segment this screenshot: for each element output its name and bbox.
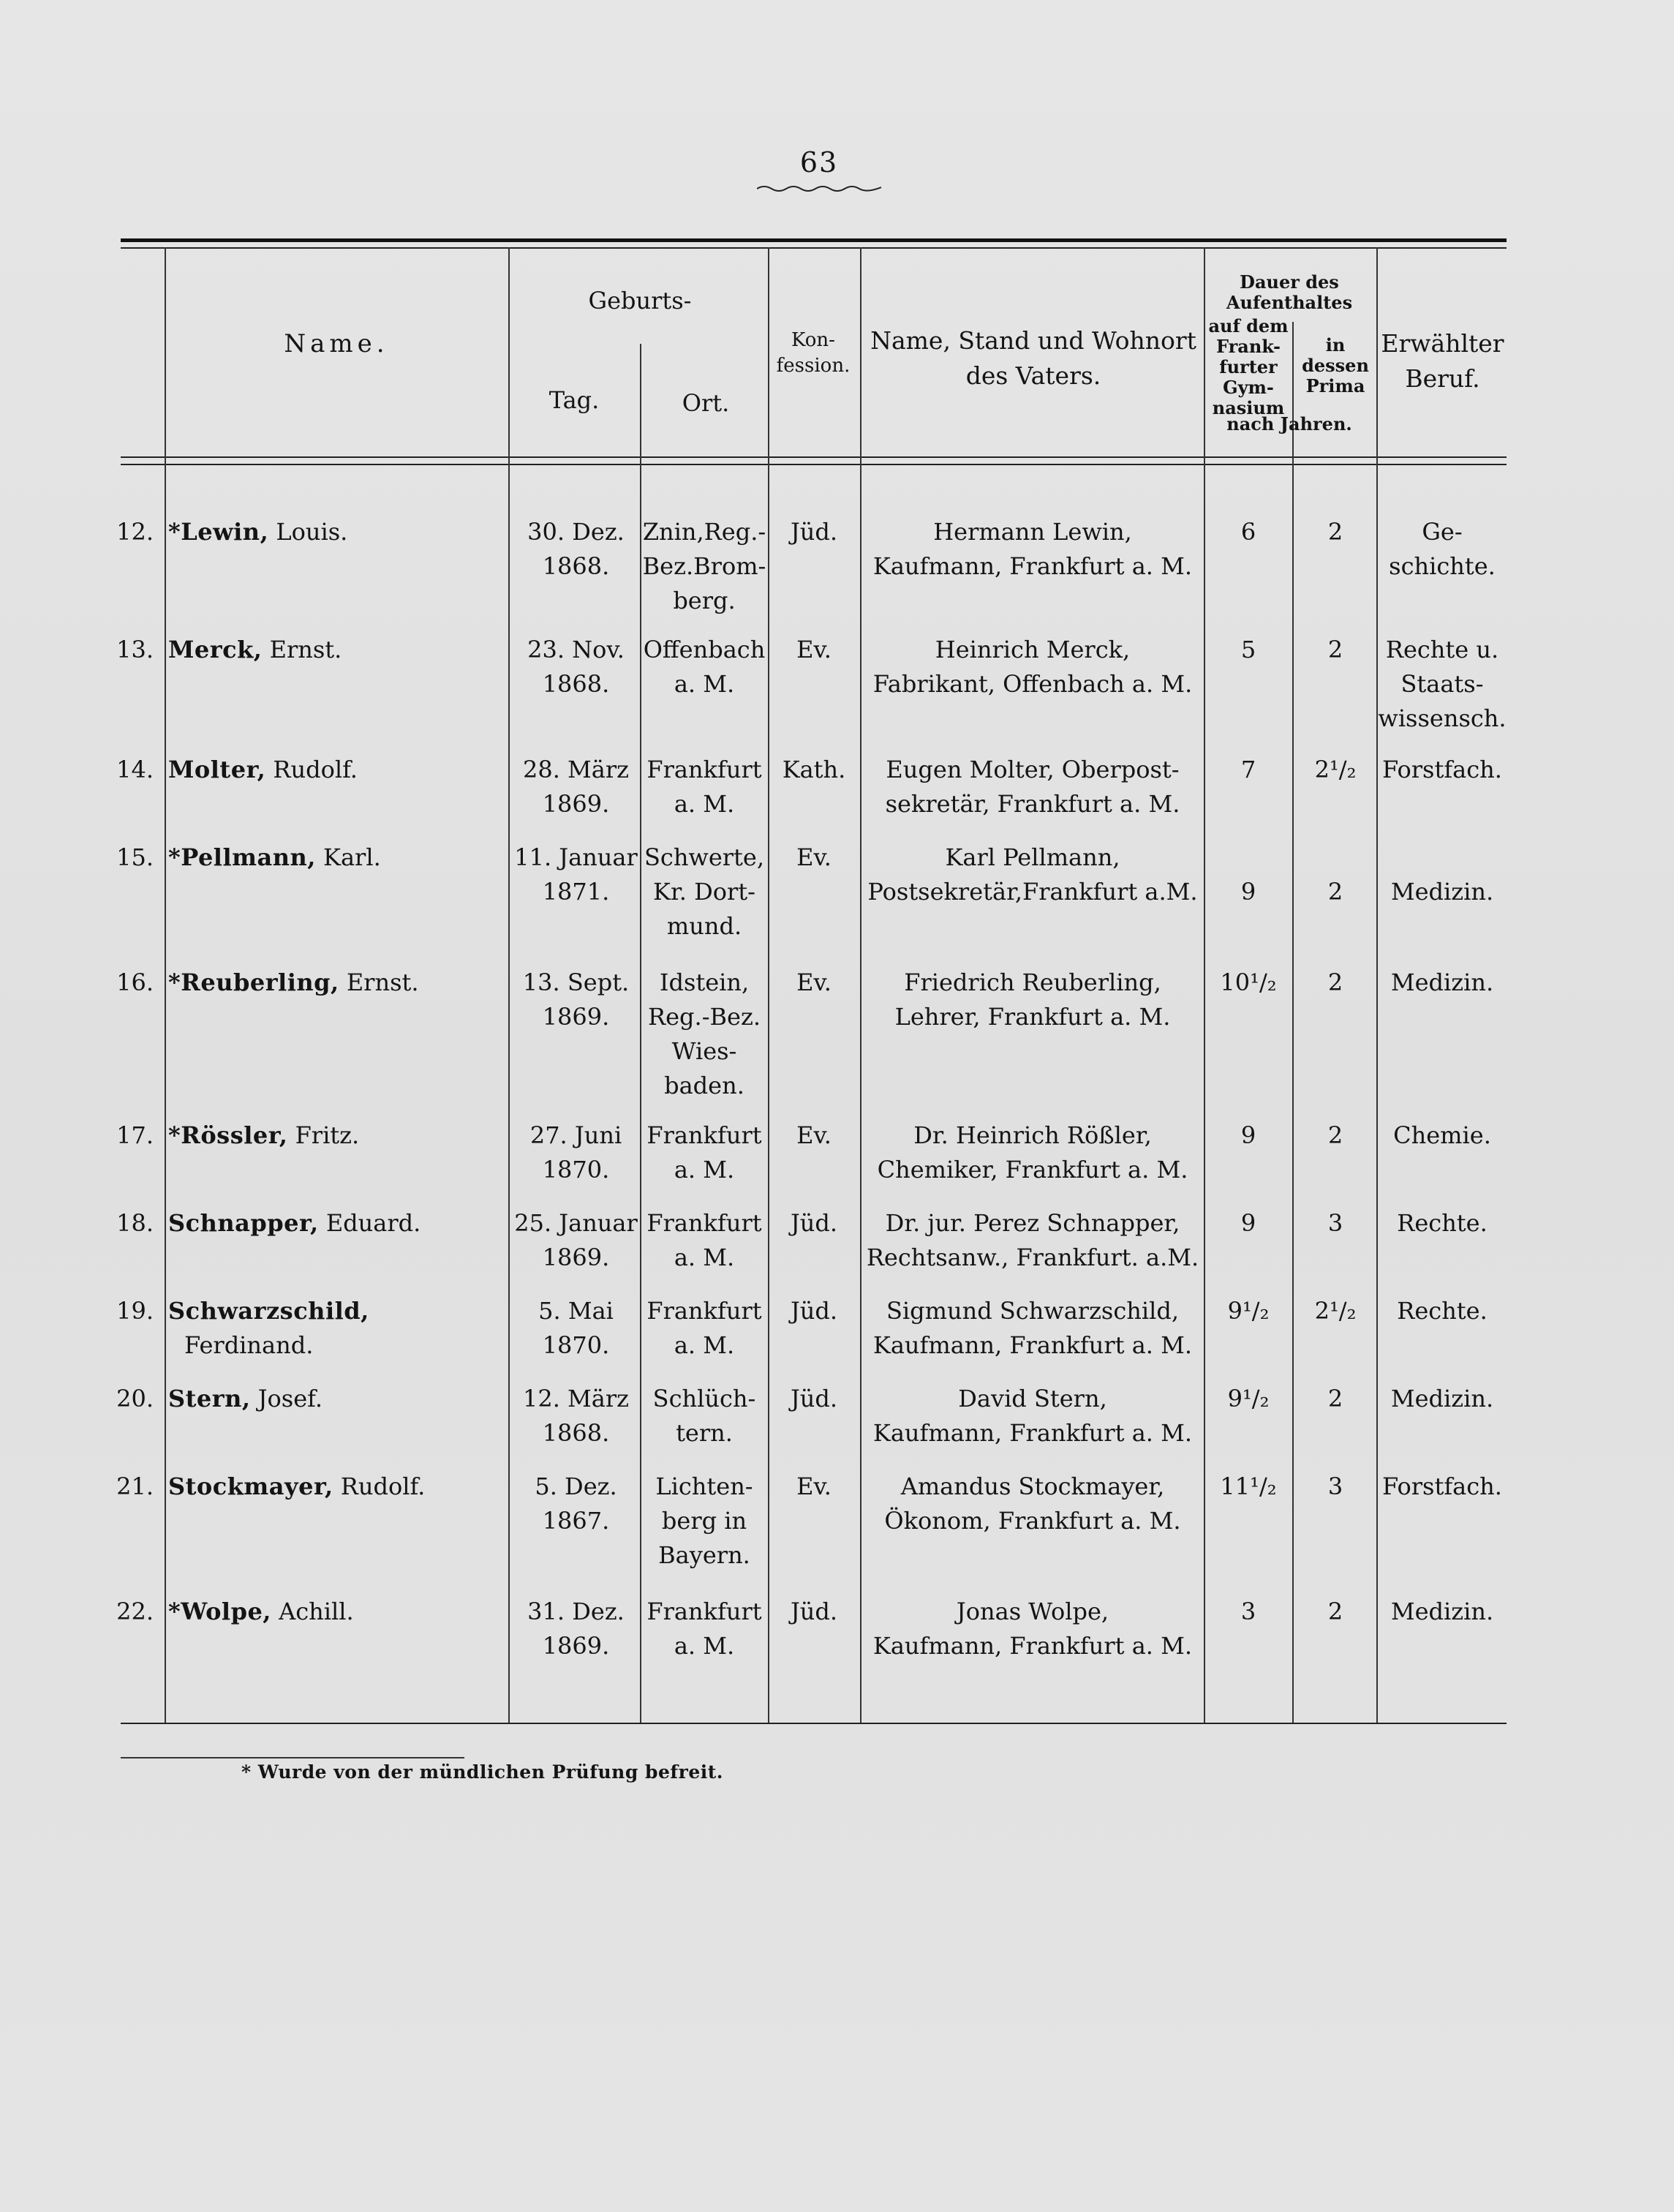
father-info [860, 1294, 1205, 1363]
chosen-profession-line: Forstfach. [1382, 756, 1502, 783]
student-name-line [168, 1382, 505, 1416]
birth-place-line: Schlüch- [652, 1385, 756, 1412]
row-number: 12. [116, 518, 154, 546]
student-given-name: Ernst. [346, 968, 419, 996]
student-name [168, 1294, 505, 1363]
header-bottom-rule-2 [121, 464, 1507, 465]
father-info-line: Dr. jur. Perez Schnapper, [885, 1209, 1180, 1237]
chosen-profession [1376, 1206, 1508, 1241]
header-prima-line: dessen [1302, 355, 1369, 377]
father-info [860, 966, 1205, 1034]
confession: Ev. [796, 968, 832, 996]
years-frankfurt-gymnasium: 10¹/₂ [1220, 968, 1277, 996]
chosen-profession-line: Chemie. [1393, 1121, 1491, 1149]
chosen-profession [1376, 1118, 1508, 1153]
birth-place-line: a. M. [674, 1156, 735, 1184]
birth-date-line: 5. Dez. [535, 1472, 617, 1500]
student-surname: Merck, [168, 636, 263, 663]
student-surname: *Reuberling, [168, 968, 339, 996]
header-dauer-line: Dauer des [1240, 271, 1339, 293]
father-info-line: David Stern, [958, 1385, 1107, 1412]
confession: Jüd. [790, 1598, 838, 1625]
chosen-profession-line: Ge- [1422, 518, 1463, 546]
confession: Jüd. [790, 1209, 838, 1237]
father-info-line: Hermann Lewin, [933, 518, 1132, 546]
header-vater-line: des Vaters. [965, 361, 1101, 390]
chosen-profession [1376, 1470, 1508, 1504]
birth-place [636, 1470, 772, 1573]
student-surname: *Pellmann, [168, 843, 316, 871]
birth-place-line: Frankfurt [646, 1598, 762, 1625]
years-frankfurt-gymnasium: 5 [1240, 636, 1256, 663]
father-info [860, 1595, 1205, 1663]
student-name-line [168, 1595, 505, 1629]
birth-date-line: 12. März [522, 1385, 630, 1412]
row-number: 16. [116, 968, 154, 996]
birth-place-line: Znin,Reg.- [642, 518, 766, 546]
father-info-line: Karl Pellmann, [945, 843, 1120, 871]
student-surname: *Wolpe, [168, 1598, 271, 1625]
birth-date [512, 753, 640, 821]
birth-date [512, 1470, 640, 1538]
chosen-profession-line: Medizin. [1390, 878, 1494, 906]
father-info-line: Heinrich Merck, [935, 636, 1131, 663]
student-given-name: Karl. [323, 843, 381, 871]
page-number: 63 [799, 146, 839, 178]
header-prima-line: Prima [1305, 375, 1365, 397]
birth-date-line: 1871. [542, 878, 610, 906]
father-info [860, 1118, 1205, 1187]
father-info-line: Friedrich Reuberling, [904, 968, 1161, 996]
birth-date [512, 1595, 640, 1663]
father-info-line: Sigmund Schwarzschild, [886, 1297, 1179, 1325]
years-frankfurt-gymnasium: 9¹/₂ [1227, 1297, 1270, 1325]
birth-place-line: a. M. [674, 670, 735, 698]
years-frankfurt-gymnasium: 7 [1240, 756, 1256, 783]
student-given-name: Rudolf. [340, 1472, 426, 1500]
header-dauer-line: Aufenthaltes [1226, 292, 1353, 314]
student-given-name: Josef. [257, 1385, 323, 1412]
student-name-line [168, 633, 505, 667]
birth-place-line: Lichten- [655, 1472, 753, 1500]
header-dauer [1205, 272, 1373, 313]
header-konfession-line: fession. [776, 355, 851, 377]
chosen-profession-line: Medizin. [1390, 1598, 1494, 1625]
confession: Ev. [796, 843, 832, 871]
years-prima: 3 [1327, 1472, 1343, 1500]
student-name [168, 966, 505, 1000]
father-info [860, 1470, 1205, 1538]
years-frankfurt-gymnasium: 9 [1240, 1121, 1256, 1149]
father-info-line: sekretär, Frankfurt a. M. [885, 790, 1180, 818]
column-divider [165, 247, 166, 1723]
years-frankfurt-gymnasium: 3 [1240, 1598, 1256, 1625]
birth-place [636, 1382, 772, 1451]
father-info-line: Rechtsanw., Frankfurt. a.M. [866, 1244, 1199, 1271]
birth-date [512, 1382, 640, 1451]
birth-place [636, 1118, 772, 1187]
birth-date-line: 1867. [542, 1507, 610, 1535]
father-info-line: Fabrikant, Offenbach a. M. [872, 670, 1193, 698]
student-name-line [168, 1470, 505, 1504]
confession: Jüd. [790, 518, 838, 546]
confession: Jüd. [790, 1297, 838, 1325]
father-info-line: Ökonom, Frankfurt a. M. [884, 1507, 1181, 1535]
birth-date-line: 27. Juni [529, 1121, 622, 1149]
father-info [860, 753, 1205, 821]
father-info-line: Chemiker, Frankfurt a. M. [877, 1156, 1188, 1184]
header-nach-jahren: nach Jahren. [1226, 413, 1352, 434]
chosen-profession-line: Staats- [1400, 670, 1484, 698]
row-number: 14. [116, 756, 154, 783]
header-ort: Ort. [682, 389, 730, 417]
birth-place-line: Reg.-Bez. [648, 1003, 761, 1031]
birth-place-line: Frankfurt [646, 756, 762, 783]
header-frankfurt-line: Frank- [1216, 336, 1281, 358]
student-name [168, 753, 505, 787]
confession: Ev. [796, 1472, 832, 1500]
table-bottom-rule [121, 1723, 1507, 1724]
birth-place-line: Bayern. [658, 1541, 750, 1569]
chosen-profession-line: Rechte u. [1385, 636, 1499, 663]
header-beruf-line: Erwählter [1381, 329, 1504, 358]
birth-place-line: Wies- [671, 1037, 737, 1065]
birth-place [636, 633, 772, 701]
father-info-line: Kaufmann, Frankfurt a. M. [872, 1632, 1193, 1660]
student-surname: Schwarzschild, [168, 1297, 369, 1325]
confession: Jüd. [790, 1385, 838, 1412]
student-name [168, 840, 505, 875]
student-name [168, 1206, 505, 1241]
column-divider [1292, 322, 1294, 1723]
years-prima: 2 [1327, 878, 1343, 906]
birth-place-line: tern. [676, 1419, 733, 1447]
father-info [860, 515, 1205, 584]
birth-date [512, 1118, 640, 1187]
row-number: 19. [116, 1297, 154, 1325]
chosen-profession-line: Rechte. [1397, 1297, 1488, 1325]
years-prima: 2¹/₂ [1314, 1297, 1357, 1325]
birth-place-line: a. M. [674, 1244, 735, 1271]
student-surname: Molter, [168, 756, 266, 783]
header-vater-line: Name, Stand und Wohnort [870, 326, 1196, 355]
birth-date-line: 1869. [542, 1244, 610, 1271]
student-surname: *Rössler, [168, 1121, 288, 1149]
chosen-profession [1376, 515, 1508, 584]
student-name-line [168, 1118, 505, 1153]
birth-date-line: 1869. [542, 1632, 610, 1660]
birth-place-line: berg. [673, 587, 736, 614]
birth-place-line: baden. [664, 1072, 744, 1099]
student-name-line [168, 1206, 505, 1241]
chosen-profession-line: Rechte. [1397, 1209, 1488, 1237]
birth-date-line: 25. Januar [514, 1209, 638, 1237]
chosen-profession-line: schichte. [1389, 552, 1496, 580]
birth-place [636, 840, 772, 944]
student-name [168, 1382, 505, 1416]
years-prima: 2 [1327, 518, 1343, 546]
chosen-profession [1376, 1294, 1508, 1328]
header-vater [861, 323, 1205, 394]
birth-date-line: 1870. [542, 1331, 610, 1359]
birth-place-line: berg in [661, 1507, 747, 1535]
birth-date [512, 840, 640, 909]
years-prima: 3 [1327, 1209, 1343, 1237]
header-frankfurt-line: auf dem [1208, 315, 1289, 336]
years-prima: 2¹/₂ [1314, 756, 1357, 783]
header-frankfurt-line: Gym- [1223, 377, 1274, 399]
row-number: 18. [116, 1209, 154, 1237]
student-surname: Stern, [168, 1385, 251, 1412]
column-divider [508, 247, 510, 1723]
birth-date [512, 515, 640, 584]
birth-date-line: 1870. [542, 1156, 610, 1184]
student-given-name: Fritz. [295, 1121, 360, 1149]
student-name-line [168, 1294, 505, 1328]
student-name [168, 515, 505, 549]
father-info-line: Kaufmann, Frankfurt a. M. [872, 1331, 1193, 1359]
footnote-rule [121, 1757, 464, 1758]
birth-place [636, 1294, 772, 1363]
birth-place-line: a. M. [674, 790, 735, 818]
footnote: * Wurde von der mündlichen Prüfung befreit. [241, 1761, 723, 1783]
table-top-rule [121, 238, 1507, 242]
header-bottom-rule [121, 456, 1507, 458]
father-info-line: Lehrer, Frankfurt a. M. [894, 1003, 1171, 1031]
header-frankfurt-gymnasium [1205, 316, 1292, 418]
birth-date [512, 1294, 640, 1363]
birth-date-line: 28. März [522, 756, 630, 783]
header-name: Name. [284, 329, 389, 358]
chosen-profession [1376, 753, 1508, 787]
father-info-line: Kaufmann, Frankfurt a. M. [872, 1419, 1193, 1447]
row-number: 21. [116, 1472, 154, 1500]
student-name [168, 1470, 505, 1504]
father-info-line: Kaufmann, Frankfurt a. M. [872, 552, 1193, 580]
header-konfession [769, 328, 857, 379]
student-name [168, 1118, 505, 1153]
chosen-profession-line: Medizin. [1390, 968, 1494, 996]
years-prima: 2 [1327, 1598, 1343, 1625]
student-given-name: Achill. [279, 1598, 354, 1625]
chosen-profession [1376, 633, 1508, 736]
header-beruf-line: Beruf. [1405, 364, 1480, 393]
birth-place [636, 1206, 772, 1275]
father-info [860, 1206, 1205, 1275]
birth-place-line: Schwerte, [644, 843, 765, 871]
confession: Ev. [796, 636, 832, 663]
student-given-name: Louis. [276, 518, 348, 546]
birth-place-line: Kr. Dort- [653, 878, 755, 906]
birth-date-line: 31. Dez. [527, 1598, 625, 1625]
student-name-line [168, 966, 505, 1000]
table-top-rule-thin [121, 247, 1507, 249]
birth-date-line: 5. Mai [538, 1297, 614, 1325]
student-name-continuation: Ferdinand. [184, 1331, 314, 1359]
student-given-name: Eduard. [325, 1209, 421, 1237]
student-name [168, 1595, 505, 1629]
birth-place-line: a. M. [674, 1632, 735, 1660]
student-name-line [168, 515, 505, 549]
chosen-profession [1376, 1382, 1508, 1416]
chosen-profession [1376, 966, 1508, 1000]
confession: Ev. [796, 1121, 832, 1149]
header-frankfurt-line: furter [1219, 356, 1278, 378]
birth-date [512, 1206, 640, 1275]
birth-place [636, 515, 772, 618]
header-prima [1294, 335, 1376, 396]
birth-date-line: 1868. [542, 1419, 610, 1447]
father-info-line: Amandus Stockmayer, [900, 1472, 1165, 1500]
chosen-profession-line: Forstfach. [1382, 1472, 1502, 1500]
birth-date-line: 1869. [542, 790, 610, 818]
header-prima-line: in [1325, 334, 1346, 356]
father-info-line: Jonas Wolpe, [956, 1598, 1109, 1625]
father-info [860, 633, 1205, 701]
ornament-wave [757, 183, 881, 192]
birth-place-line: Frankfurt [646, 1297, 762, 1325]
birth-date-line: 30. Dez. [527, 518, 625, 546]
header-tag: Tag. [548, 386, 600, 414]
chosen-profession-line: wissensch. [1378, 704, 1507, 732]
birth-place-line: a. M. [674, 1331, 735, 1359]
birth-date-line: 1868. [542, 670, 610, 698]
birth-date [512, 966, 640, 1034]
row-number: 22. [116, 1598, 154, 1625]
father-info-line: Dr. Heinrich Rößler, [913, 1121, 1152, 1149]
student-name-line [168, 753, 505, 787]
row-number: 15. [116, 843, 154, 871]
header-beruf [1379, 326, 1507, 396]
years-prima: 2 [1327, 1121, 1343, 1149]
chosen-profession [1376, 1595, 1508, 1629]
father-info [860, 840, 1205, 909]
birth-place-line: Bez.Brom- [642, 552, 766, 580]
years-frankfurt-gymnasium: 9¹/₂ [1227, 1385, 1270, 1412]
chosen-profession [1376, 875, 1508, 909]
years-prima: 2 [1327, 636, 1343, 663]
student-given-name: Rudolf. [273, 756, 358, 783]
student-given-name: Ernst. [269, 636, 342, 663]
father-info-line: Eugen Molter, Oberpost- [886, 756, 1180, 783]
birth-date-line: 11. Januar [514, 843, 638, 871]
years-frankfurt-gymnasium: 9 [1240, 1209, 1256, 1237]
birth-date-line: 13. Sept. [522, 968, 630, 996]
birth-place-line: Idstein, [659, 968, 750, 996]
birth-date-line: 1869. [542, 1003, 610, 1031]
row-number: 13. [116, 636, 154, 663]
student-surname: Stockmayer, [168, 1472, 333, 1500]
years-frankfurt-gymnasium: 6 [1240, 518, 1256, 546]
row-number: 20. [116, 1385, 154, 1412]
years-prima: 2 [1327, 968, 1343, 996]
birth-place-line: Frankfurt [646, 1209, 762, 1237]
birth-date-line: 23. Nov. [527, 636, 625, 663]
birth-place-line: Frankfurt [646, 1121, 762, 1149]
birth-place-line: Offenbach [643, 636, 766, 663]
student-name-line [168, 840, 505, 875]
birth-place [636, 966, 772, 1103]
birth-place [636, 753, 772, 821]
row-number: 17. [116, 1121, 154, 1149]
student-surname: Schnapper, [168, 1209, 319, 1237]
header-geburts: Geburts- [588, 287, 692, 315]
years-prima: 2 [1327, 1385, 1343, 1412]
birth-place-line: mund. [666, 912, 742, 940]
header-konfession-line: Kon- [791, 329, 835, 351]
birth-date-line: 1868. [542, 552, 610, 580]
student-surname: *Lewin, [168, 518, 269, 546]
header-frankfurt-line: nasium [1212, 397, 1285, 419]
chosen-profession-line: Medizin. [1390, 1385, 1494, 1412]
student-name [168, 633, 505, 667]
father-info-line: Postsekretär,Frankfurt a.M. [867, 878, 1198, 906]
confession: Kath. [782, 756, 846, 783]
years-frankfurt-gymnasium: 11¹/₂ [1220, 1472, 1277, 1500]
birth-place [636, 1595, 772, 1663]
father-info [860, 1382, 1205, 1451]
years-frankfurt-gymnasium: 9 [1240, 878, 1256, 906]
birth-date [512, 633, 640, 701]
